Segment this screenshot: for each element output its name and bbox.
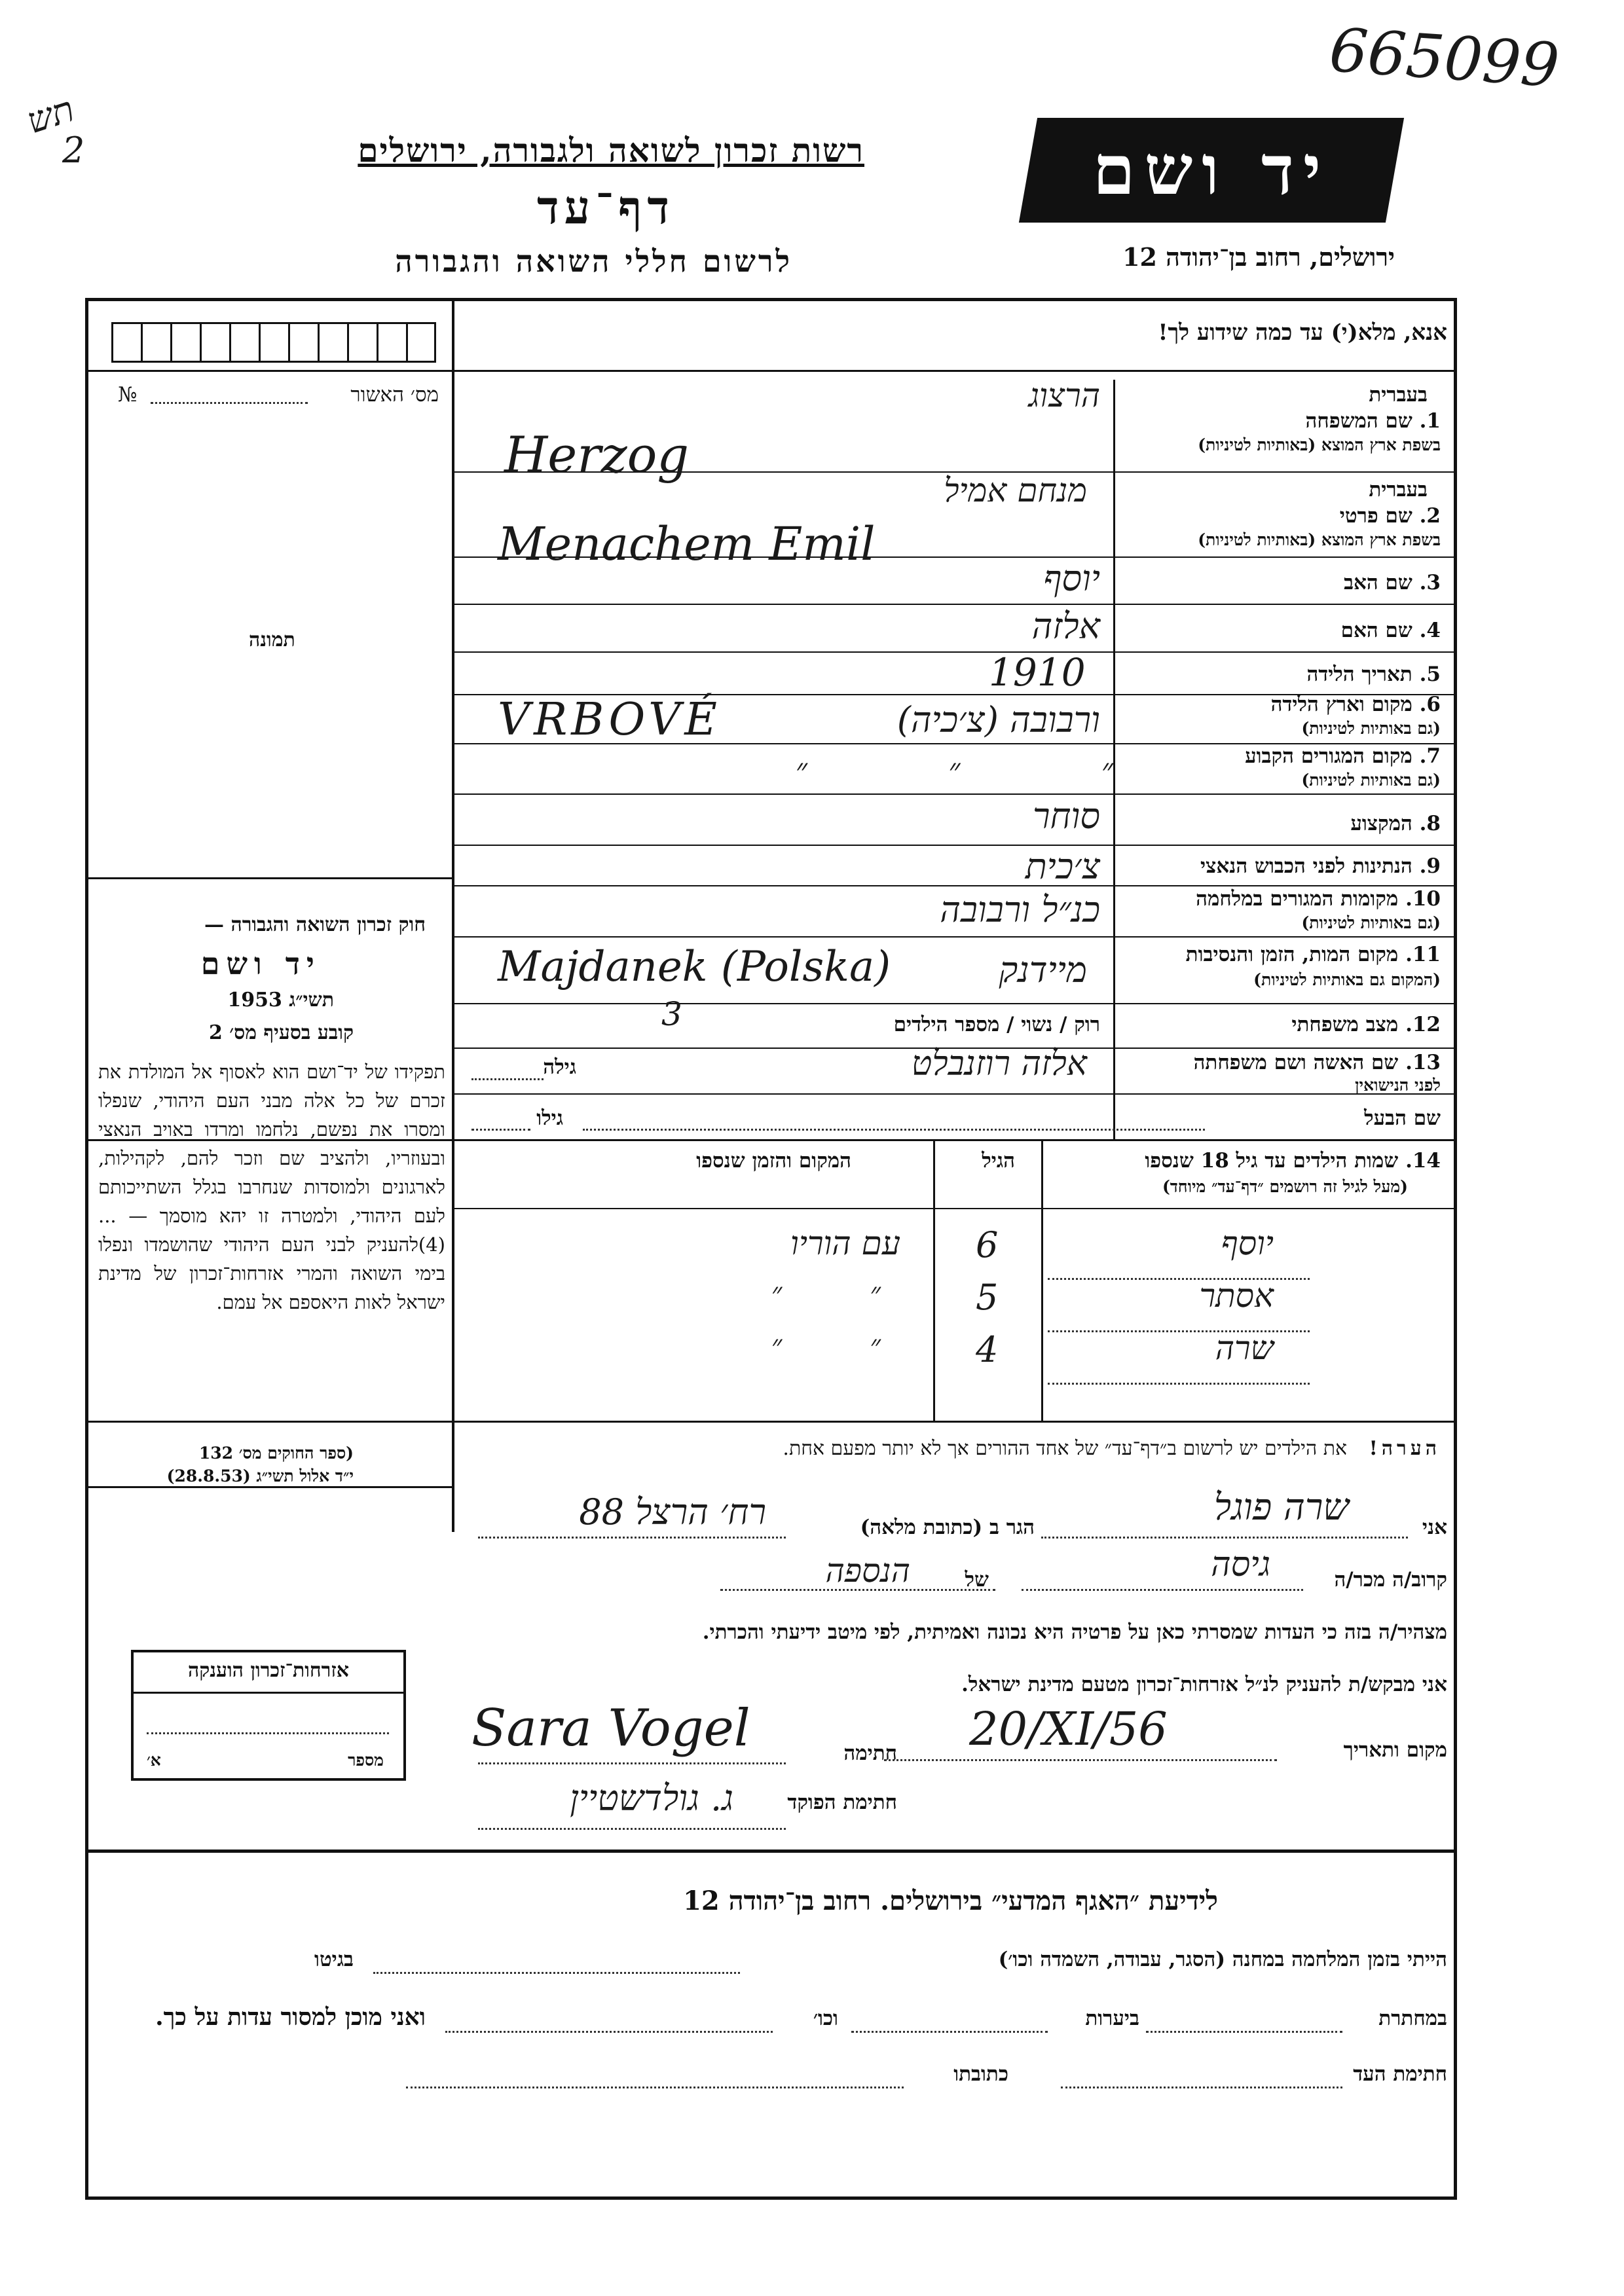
child-2-name[interactable]: אסתר bbox=[1199, 1277, 1274, 1315]
declarant-relation[interactable]: גיסה bbox=[1211, 1545, 1270, 1584]
field-2-name: שם פרטי bbox=[1339, 504, 1412, 528]
field-3-num: 3. bbox=[1419, 571, 1441, 594]
wife-age-field[interactable] bbox=[471, 1077, 544, 1080]
field-10-label bbox=[1196, 887, 1441, 911]
field-7-label bbox=[1245, 744, 1441, 768]
footer-title: לידיעת ״האגף המדעי״ בירושלים. רחוב בן־יהודה 12 bbox=[683, 1886, 1218, 1916]
footer-ready: ואני מוכן למסור עדות על כך. bbox=[155, 2003, 426, 2031]
child-1-name[interactable]: יוסף bbox=[1221, 1224, 1274, 1262]
field-11-sub: (המקום גם באותיות לטיניות) bbox=[1253, 970, 1441, 989]
footer-ghetto: בגיטו bbox=[314, 1948, 354, 1971]
field-7-value[interactable]: ״ ״ ״ bbox=[795, 752, 1113, 788]
note-label: הערה! bbox=[1369, 1437, 1441, 1460]
children-place-header: המקום והזמן שנספו bbox=[696, 1149, 851, 1173]
relation-line bbox=[1022, 1588, 1303, 1591]
footer-address: כתובתו bbox=[953, 2062, 1008, 2086]
field-2-lat-value[interactable]: Menachem Emil bbox=[498, 517, 876, 571]
field-1-num: 1. bbox=[1419, 409, 1441, 433]
signature-line bbox=[478, 1761, 786, 1764]
husband-label: שם הבעל bbox=[1364, 1106, 1441, 1130]
footer-underground-field[interactable] bbox=[1146, 2030, 1342, 2033]
field-8-value[interactable]: סוחר bbox=[1032, 795, 1100, 837]
footer-etc-field[interactable] bbox=[445, 2030, 773, 2033]
corner-note-text: תש bbox=[22, 88, 79, 142]
field-5-name: תאריך הלידה bbox=[1306, 663, 1412, 686]
footer-line1: הייתי בזמן המלחמה במחנה (הסגר, עבודה, השמדה וכו׳) bbox=[998, 1948, 1447, 1971]
note bbox=[783, 1437, 1441, 1460]
field-8-name: המקצוע bbox=[1350, 812, 1412, 835]
declarant-signature[interactable]: Sara Vogel bbox=[471, 1699, 750, 1758]
declarant-of[interactable]: הנספה bbox=[825, 1552, 910, 1590]
officer-line bbox=[478, 1827, 786, 1830]
child-3-name[interactable]: שרה bbox=[1215, 1329, 1274, 1367]
footer-witness-sig: חתימת העד bbox=[1353, 2062, 1447, 2086]
field-6-heb-value[interactable]: ורבובה (צ׳כיה) bbox=[896, 699, 1100, 740]
field-6-num: 6. bbox=[1419, 693, 1441, 716]
corner-note-number: 2 bbox=[62, 130, 85, 171]
field-13-sub: לפני הנישואין bbox=[1355, 1076, 1441, 1095]
law-year: תשי״ג 1953 bbox=[227, 989, 334, 1011]
field-6-sub: (גם באותיות לטיניות) bbox=[1301, 719, 1441, 738]
field-3-label bbox=[1344, 571, 1441, 594]
footer-forests: ביערות bbox=[1085, 2007, 1139, 2030]
approval-label: מס׳ האשור bbox=[350, 383, 439, 407]
field-3-value[interactable]: יוסף bbox=[1043, 558, 1100, 599]
footer-etc: וכו׳ bbox=[813, 2007, 838, 2030]
field-9-name: הנתינות לפני הכבוש הנאצי bbox=[1200, 854, 1412, 878]
child-2-age[interactable]: 5 bbox=[976, 1277, 999, 1318]
field-9-label bbox=[1200, 854, 1441, 878]
logo-text: יד ושם bbox=[1092, 130, 1331, 210]
officer-signature[interactable]: ג. גולדשטיין bbox=[570, 1777, 733, 1819]
law-text: תפקידו של יד־ושם הוא לאסוף אל המולדת את זכרם של כל אלה מבני העם היהודי, שנפלו ומסרו את נפשם, נלחמו ומרדו באויב הנאצי ובעוזריו, ולהציב שם וזכר להם, לקהילות, לארגונים ולמוסדות שנחרבו בגלל השתייכותם לעם היהודי, ולמטרה זו יהא מוסמך — ...(4)להעניק לבני העם היהודי שהושמדו ונפלו בימי השואה והמרי אזרחות־זכרון של מדינת ישראל לאות היאספם אל עמם. bbox=[98, 1061, 445, 1313]
children-title: שמות הילדים עד גיל 18 שנספו bbox=[1145, 1149, 1399, 1173]
child-1-age[interactable]: 6 bbox=[976, 1224, 999, 1266]
field-2-num: 2. bbox=[1419, 504, 1441, 528]
field-8-label bbox=[1350, 812, 1441, 835]
husband-age-field[interactable] bbox=[471, 1127, 530, 1131]
declarant-address[interactable]: רח׳ הרצל 88 bbox=[579, 1491, 766, 1533]
corner-note bbox=[22, 88, 111, 200]
cert-no-label: מספר bbox=[348, 1751, 384, 1770]
place-date-label: מקום ותאריך bbox=[1343, 1738, 1447, 1762]
field-12-num: 12. bbox=[1405, 1013, 1441, 1036]
field-2-heb-tag: בעברית bbox=[1369, 478, 1428, 501]
field-12-options[interactable]: רוק / נשוי / מספר הילדים bbox=[893, 1013, 1100, 1036]
certification-box bbox=[131, 1650, 406, 1781]
field-4-num: 4. bbox=[1419, 619, 1441, 642]
signature-label: חתימה bbox=[843, 1741, 897, 1765]
declarant-ani: אני bbox=[1422, 1516, 1447, 1539]
place-date-line bbox=[884, 1758, 1277, 1761]
photo-label: תמונה bbox=[249, 629, 295, 651]
children-age-header: הגיל bbox=[982, 1149, 1015, 1173]
children-num: 14. bbox=[1405, 1149, 1441, 1173]
field-5-value[interactable]: 1910 bbox=[989, 650, 1086, 695]
request-text: אני מבקש/ת להעניק לנ״ל אזרחות־זכרון מטעם מדינת ישראל. bbox=[961, 1673, 1447, 1696]
field-11-label bbox=[1186, 943, 1441, 966]
field-10-name: מקומות המגורים במלחמה bbox=[1196, 887, 1399, 911]
field-10-sub: (גם באותיות לטיניות) bbox=[1301, 913, 1441, 932]
footer-witness-field[interactable] bbox=[1061, 2085, 1342, 2088]
footer-line1-field[interactable] bbox=[373, 1971, 740, 1974]
field-13-name: שם האשה ושם משפחתה bbox=[1193, 1051, 1399, 1074]
husband-age-label: גילו bbox=[536, 1106, 563, 1130]
declaration-text: מצהיר/ה בזה כי העדות שמסרתי כאן על פרטיה היא נכונה ואמיתית, לפי מיטב ידיעתי והכרתי. bbox=[702, 1620, 1447, 1644]
field-13-value[interactable]: אלזה רוזנבלט bbox=[911, 1044, 1087, 1084]
approval-field[interactable] bbox=[151, 401, 308, 404]
field-12-label bbox=[1291, 1013, 1441, 1036]
declarant-name[interactable]: שרה פוגל bbox=[1213, 1486, 1349, 1529]
footer-forests-field[interactable] bbox=[851, 2030, 1048, 2033]
field-1-label bbox=[1306, 409, 1441, 433]
law-brand: יד ושם bbox=[200, 946, 321, 981]
field-1-heb-value[interactable]: הרצוג bbox=[1028, 376, 1100, 414]
field-1-sub: בשפת ארץ המוצא (באותיות לטיניות) bbox=[1198, 435, 1441, 454]
field-13-label bbox=[1194, 1051, 1441, 1074]
field-6-lat-value[interactable]: VRBOVÉ bbox=[498, 694, 721, 746]
husband-field[interactable] bbox=[583, 1127, 1205, 1131]
form-subtitle: לרשום חללי השואה והגבורה bbox=[395, 244, 792, 279]
child-2-place[interactable]: ״ ״ bbox=[771, 1277, 881, 1310]
field-4-label bbox=[1341, 619, 1441, 642]
approval-no: № bbox=[118, 383, 138, 407]
field-3-name: שם האב bbox=[1344, 571, 1412, 594]
field-12-children[interactable]: 3 bbox=[661, 995, 682, 1033]
field-2-label bbox=[1340, 504, 1441, 528]
field-4-value[interactable]: אלזה bbox=[1031, 606, 1100, 647]
officer-label: חתימת הפוקד bbox=[787, 1791, 897, 1814]
field-6-name: מקום וארץ הלידה bbox=[1270, 693, 1412, 716]
field-11-lat-value[interactable]: Majdanek (Polska) bbox=[498, 943, 891, 991]
field-13-num: 13. bbox=[1405, 1051, 1441, 1074]
note-text: את הילדים יש לרשום ב״דף־עד״ של אחד ההורים אך לא יותר מפעם אחת. bbox=[783, 1437, 1348, 1460]
field-6-label bbox=[1271, 693, 1441, 716]
relation-label: קרוב/ה מכר/ה bbox=[1334, 1568, 1447, 1592]
field-11-heb-value[interactable]: מיידנק bbox=[999, 949, 1087, 991]
wife-age-label: גילה bbox=[543, 1055, 576, 1079]
address-label: הגר ב (כתובת מלאה) bbox=[860, 1516, 1035, 1539]
footer-underground: במחתרת bbox=[1378, 2007, 1447, 2030]
law-heading: חוק זכרון השואה והגבורה — bbox=[204, 913, 426, 936]
field-10-value[interactable]: כנ״ל ורבובה bbox=[940, 889, 1100, 930]
field-9-num: 9. bbox=[1419, 854, 1441, 878]
field-1-lat-value[interactable]: Herzog bbox=[504, 426, 690, 484]
field-11-num: 11. bbox=[1405, 943, 1441, 966]
field-7-name: מקום המגורים הקבוע bbox=[1245, 744, 1412, 768]
field-5-label bbox=[1306, 663, 1441, 686]
field-12-name: מצב משפחתי bbox=[1291, 1013, 1399, 1036]
law-clause: קובע בסעיף מס׳ 2 bbox=[208, 1021, 354, 1044]
cert-title: אזרחות־זכרון הוענקה bbox=[187, 1659, 350, 1682]
field-7-sub: (גם באותיות לטיניות) bbox=[1301, 771, 1441, 790]
of-label: של bbox=[965, 1568, 989, 1592]
children-sub: (מעל לגיל זה רושמים ״דף־עד״ מיוחד) bbox=[1162, 1177, 1408, 1196]
law-source: (ספר החוקים מס׳ 132 bbox=[198, 1444, 354, 1463]
id-boxes bbox=[111, 322, 436, 363]
declarant-name-line bbox=[1041, 1535, 1408, 1539]
field-1-name: שם המשפחה bbox=[1305, 409, 1412, 433]
archive-number: 665099 bbox=[1327, 14, 1562, 101]
field-10-num: 10. bbox=[1405, 887, 1441, 911]
field-7-num: 7. bbox=[1419, 744, 1441, 768]
children-rows bbox=[452, 1211, 1457, 1421]
field-2-heb-value[interactable]: מנחם אמיל bbox=[944, 471, 1087, 509]
child-3-age[interactable]: 4 bbox=[976, 1329, 999, 1370]
declarant-date[interactable]: 20/XI/56 bbox=[969, 1702, 1168, 1756]
intro-text: אנא, מלא(י) עד כמה שידוע לך! bbox=[1158, 319, 1447, 346]
footer-address-field[interactable] bbox=[406, 2085, 904, 2088]
field-4-name: שם האם bbox=[1340, 619, 1412, 642]
law-date: י״ד אלול תשי״ג (28.8.53) bbox=[166, 1467, 354, 1485]
child-3-place[interactable]: ״ ״ bbox=[771, 1329, 881, 1362]
address-line bbox=[478, 1535, 786, 1539]
cert-no-prefix: א׳ bbox=[147, 1751, 161, 1770]
authority-name: רשות זכרון לשואה ולגבורה, ירושלים bbox=[358, 131, 864, 170]
field-8-num: 8. bbox=[1419, 812, 1441, 835]
child-1-place[interactable]: עם הוריו bbox=[790, 1224, 900, 1262]
field-2-sub: בשפת ארץ המוצא (באותיות לטיניות) bbox=[1198, 530, 1441, 549]
field-11-name: מקום המות, הזמן והנסיבות bbox=[1185, 943, 1399, 966]
header-address: ירושלים, רחוב בן־יהודה 12 bbox=[1122, 242, 1395, 272]
children-label bbox=[1145, 1149, 1441, 1173]
yad-vashem-logo bbox=[1019, 118, 1404, 223]
field-9-value[interactable]: צ׳כית bbox=[1025, 846, 1100, 887]
field-5-num: 5. bbox=[1419, 663, 1441, 686]
field-1-heb-tag: בעברית bbox=[1369, 383, 1428, 407]
form-title: דף־עד bbox=[536, 180, 674, 234]
